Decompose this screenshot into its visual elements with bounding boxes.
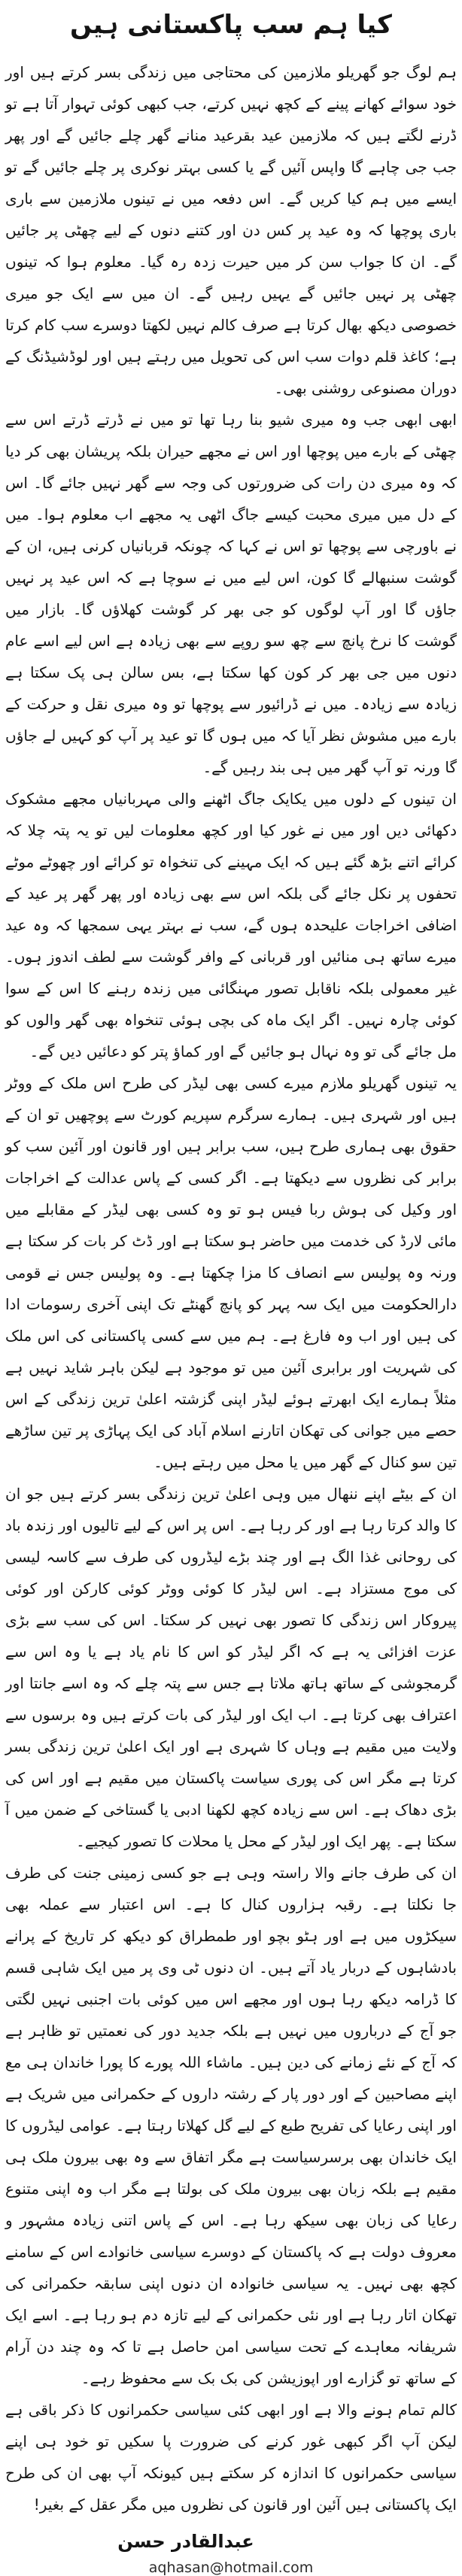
paragraph: ابھی ابھی جب وہ میری شیو بنا رہا تھا تو میں نے ڈرتے ڈرتے اس سے چھٹی کے بارے میں پوچھا اور اس نے مجھے حیران بلکہ پریشان بھی کر دیا کہ وہ میری دن رات کی ضرورتوں کی وجہ سے گھر نہیں جائے گا۔ اس کے دل میں میری محبت کیسے جاگ اٹھی یہ مجھے اب معلوم ہوا۔ میں نے باورچی سے پوچھا تو اس نے کہا کہ چونکہ قربانیاں کرنی ہیں، ان کے گوشت سنبھالے گا کون، اس لیے میں نے سوچا ہے کہ اس عید پر نہیں جاؤں گا اور آپ لوگوں کو جی بھر کر گوشت کھلاؤں گا۔ بازار میں گوشت کا نرخ پانچ سے چھ سو روپے سے بھی زیادہ ہے اس لیے اسے عام دنوں میں جی بھر کر کون کھا سکتا ہے، بس سالن ہی پک سکتا ہے زیادہ سے زیادہ۔ میں نے ڈرائیور سے پوچھا تو وہ میری نقل و حرکت کے بارے میں مشوش نظر آیا کہ میں ہوں گا تو عید پر آپ کو کہیں لے جاؤں گا ورنہ تو آپ گھر میں ہی بند رہیں گے۔: [5, 411, 457, 776]
paragraph: ان کے بیٹے اپنے ننھال میں وہی اعلیٰ ترین زندگی بسر کرتے ہیں جو ان کا والد کرتا رہا ہے اور کر رہا ہے۔ اس پر اس کے لیے تالیوں اور زندہ باد کی روحانی غذا الگ ہے اور چند بڑے لیڈروں کی طرف سے کاسہ لیسی کی موج مستزاد ہے۔ اس لیڈر کا کوئی ووٹر کوئی کارکن اور کوئی پیروکار اس زندگی کا تصور بھی نہیں کر سکتا۔ اس کی سب سے بڑی عزت افزائی یہ ہے کہ اگر لیڈر کو اس کا نام یاد ہے یا وہ اس سے گرمجوشی کے ساتھ ہاتھ ملاتا ہے جس سے پتہ چلے کہ وہ اسے جانتا اور اعتراف بھی کرتا ہے۔ اب ایک اور لیڈر کی بات کرتے ہیں وہ برسوں سے ولایت میں مقیم ہے وہاں کا شہری ہے اور ایک اعلیٰ ترین زندگی بسر کرتا ہے مگر اس کی پوری سیاست پاکستان میں مقیم ہے اور اس کی بڑی دھاک ہے۔ اس سے زیادہ کچھ لکھنا ادبی یا گستاخی کے ضمن میں آ سکتا ہے۔ پھر ایک اور لیڈر کے محل یا محلات کا تصور کیجیے۔: [5, 1485, 457, 1850]
article-body: [5, 56, 457, 2520]
paragraph: ان تینوں کے دلوں میں یکایک جاگ اٹھنے والی مہربانیاں مجھے مشکوک دکھائی دیں اور میں نے غور کیا اور کچھ معلومات لیں تو یہ پتہ چلا کہ کرائے اتنے بڑھ گئے ہیں کہ ایک مہینے کی تنخواہ تو کرائے اور چھوٹے موٹے تحفوں پر نکل جائے گی بلکہ اس سے بھی زیادہ اور پھر گھر پر عید کے اضافی اخراجات علیحدہ ہوں گے، سب نے بہتر یہی سمجھا کہ وہ عید میرے ساتھ ہی منائیں اور قربانی کے وافر گوشت سے لطف اندوز ہوں۔ غیر معمولی بلکہ ناقابل تصور مہنگائی میں زندہ رہنے کا اس کے سوا کوئی چارہ نہیں۔ اگر ایک ماہ کی بچی ہوئی تنخواہ بھی گھر والوں کو مل جائے گی تو وہ نہال ہو جائیں گے اور کماؤ پتر کو دعائیں دیں گے۔: [5, 790, 457, 1060]
author-signature: عبدالقادر حسن: [117, 2531, 254, 2552]
article-title: کیا ہم سب پاکستانی ہیں: [70, 10, 392, 40]
paragraph: یہ تینوں گھریلو ملازم میرے کسی بھی لیڈر کی طرح اس ملک کے ووٹر ہیں اور شہری ہیں۔ ہمارے سرگرم سپریم کورٹ سے پوچھیں تو ان کے حقوق بھی ہماری طرح ہیں، سب برابر ہیں اور قانون اور آئین سب کو برابر کی نظروں سے دیکھتا ہے۔ اگر کسی کے پاس عدالت کے اخراجات اور وکیل کی ہوش ربا فیس ہو تو وہ کسی بھی لیڈر کے مقابلے میں مائی لارڈ کی خدمت میں حاضر ہو سکتا ہے اور ڈٹ کر بات کر سکتا ہے ورنہ وہ پولیس سے انصاف کا مزا چکھتا ہے۔ وہ پولیس جس نے قومی دارالحکومت میں ایک سہ پہر کو پانچ گھنٹے تک اپنی آخری رسومات ادا کی ہیں اور اب وہ فارغ ہے۔ ہم میں سے کسی پاکستانی کی اس ملک کی شہریت اور برابری آئین میں تو موجود ہے لیکن باہر شاید نہیں ہے مثلاً ہمارے ایک ابھرتے ہوئے لیڈر اپنی گزشتہ اعلیٰ ترین زندگی کے اس حصے میں جوانی کی تھکان اتارنے اسلام آباد کی ایک پہاڑی پر تین ساڑھے تین سو کنال کے گھر میں یا محل میں رہتے ہیں۔: [5, 1074, 457, 1471]
author-email: aqhasan@hotmail.com: [148, 2559, 314, 2576]
paragraph: ہم لوگ جو گھریلو ملازمین کی محتاجی میں زندگی بسر کرتے ہیں اور خود سوائے کھانے پینے کے کچھ نہیں کرتے، جب کبھی کوئی تہوار آتا ہے تو ڈرنے لگتے ہیں کہ ملازمین عید بقرعید منانے گھر چلے جائیں گے اور پھر جب جی چاہے گا واپس آئیں گے یا کسی بہتر نوکری پر چلے جائیں گے تو ایسے میں ہم کیا کریں گے۔ اس دفعہ میں نے تینوں ملازمین سے باری باری پوچھا کہ وہ عید پر کس دن اور کتنے دنوں کے لیے چھٹی پر جائیں گے۔ ان کا جواب سن کر میں حیرت زدہ رہ گیا۔ معلوم ہوا کہ تینوں چھٹی پر نہیں جائیں گے یہیں رہیں گے۔ ان میں سے ایک جو میری خصوصی دیکھ بھال کرتا ہے صرف کالم نہیں لکھتا دوسرے سب کام کرتا ہے؛ کاغذ قلم دوات سب اس کی تحویل میں رہتے ہیں اور لوڈشیڈنگ کے دوران مصنوعی روشنی بھی۔: [5, 63, 457, 397]
paragraph: ان کی طرف جانے والا راستہ وہی ہے جو کسی زمینی جنت کی طرف جا نکلتا ہے۔ رقبہ ہزاروں کنال کا ہے۔ اس اعتبار سے عملہ بھی سیکڑوں میں ہے اور ہٹو بچو اور طمطراق کو دیکھ کر تاریخ کے پرانے بادشاہوں کے دربار یاد آتے ہیں۔ ان دنوں ٹی وی پر میں ایک شاہی قسم کا ڈرامہ دیکھ رہا ہوں اور مجھے اس میں کوئی بات اجنبی نہیں لگتی جو آج کے درباروں میں نہیں ہے بلکہ جدید دور کی نعمتیں تو ظاہر ہے کہ آج کے نئے زمانے کی دین ہیں۔ ماشاء اللہ پورے کا پورا خاندان ہی مع اپنے مصاحبین کے اور دور پار کے رشتہ داروں کے حکمرانی میں شریک ہے اور اپنی رعایا کی تفریح طبع کے لیے گل کھلاتا رہتا ہے۔ عوامی لیڈروں کا ایک خاندان بھی برسرسیاست ہے مگر اتفاق سے وہ بھی بیرون ملک ہی مقیم ہے بلکہ زبان بھی بیرون ملک کی بولتا ہے مگر اب وہ اپنی متنوع رعایا کی زبان بھی سیکھ رہا ہے۔ اس کے پاس اتنی زیادہ مشہور و معروف دولت ہے کہ پاکستان کے دوسرے سیاسی خانوادے اس کے سامنے کچھ بھی نہیں۔ یہ سیاسی خانوادہ ان دنوں اپنی سابقہ حکمرانی کی تھکان اتار رہا ہے اور نئی حکمرانی کے لیے تازہ دم ہو رہا ہے۔ اسے ایک شریفانہ معاہدے کے تحت سیاسی امن حاصل ہے تا کہ وہ چند دن آرام کے ساتھ تو گزارے اور اپوزیشن کی بک بک سے محفوظ رہے۔: [5, 1864, 457, 2387]
paragraph: کالم تمام ہونے والا ہے اور ابھی کئی سیاسی حکمرانوں کا ذکر باقی ہے لیکن آپ اگر کبھی غور کرنے کی ضرورت پا سکیں تو خود ہی اپنے سیاسی حکمرانوں کا اندازہ کر سکتے ہیں کیونکہ آپ بھی ان کی طرح ایک پاکستانی ہیں آئین اور قانون کی نظروں میں مگر عقل کے بغیر!: [5, 2401, 457, 2514]
